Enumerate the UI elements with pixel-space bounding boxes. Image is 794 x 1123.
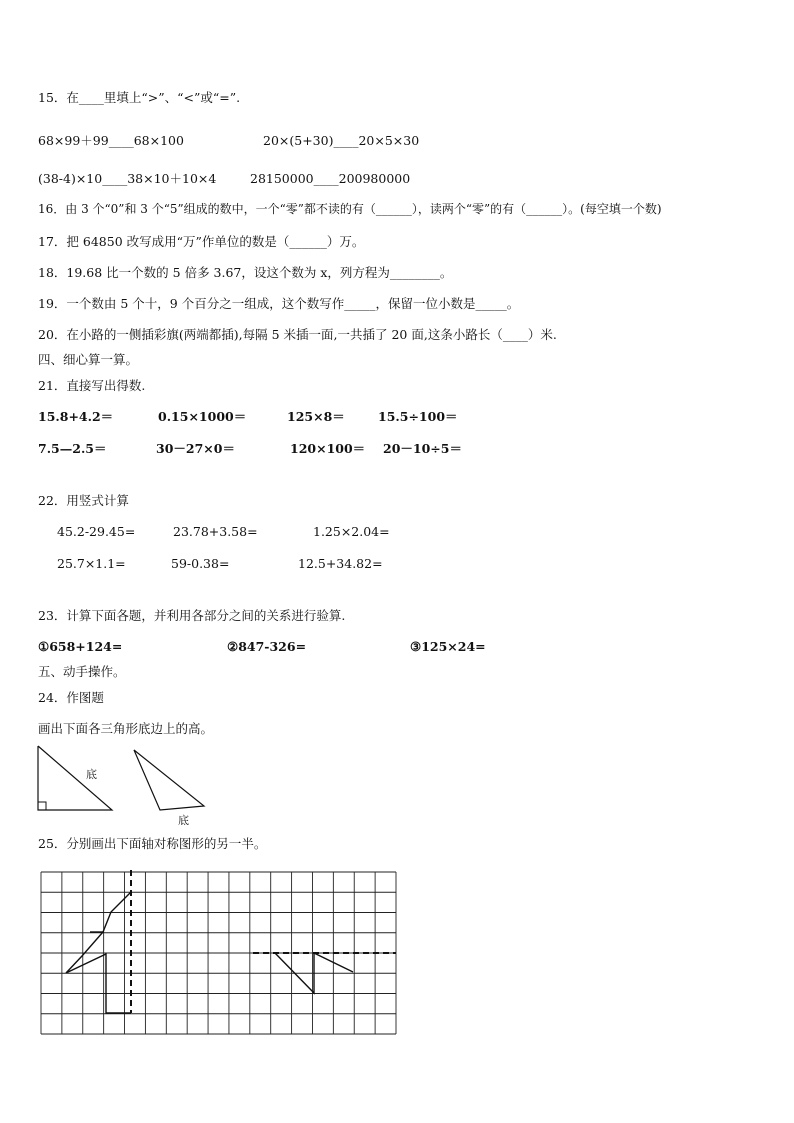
triangle-2-base-label: 底 <box>178 814 189 827</box>
q21-r2-c2: 30－27×0＝ <box>156 441 235 456</box>
q22-r1-c3: 1.25×2.04= <box>313 524 390 539</box>
q19-text: 19．一个数由 5 个十，9 个百分之一组成，这个数写作_____，保留一位小数是_____。 <box>38 296 520 311</box>
q22-r2-c2: 59-0.38= <box>171 556 230 571</box>
q15-item-4: 28150000____200980000 <box>250 171 411 186</box>
q21-r1-c4: 15.5÷100＝ <box>378 409 458 424</box>
q15-item-1: 68×99＋99____68×100 <box>38 133 184 148</box>
q23-item-1: ①658+124= <box>38 639 123 654</box>
q22-r2-c1: 25.7×1.1= <box>57 556 126 571</box>
q21-r1-c3: 125×8＝ <box>287 409 345 424</box>
q15-item-3: (38-4)×10____38×10＋10×4 <box>38 171 217 186</box>
q21-r2-c3: 120×100＝ <box>290 441 366 456</box>
q21-r2-c4: 20－10÷5＝ <box>383 441 462 456</box>
q22-r1-c2: 23.78+3.58= <box>173 524 258 539</box>
q15-item-2: 20×(5+30)____20×5×30 <box>263 133 420 148</box>
q24-title: 24．作图题 <box>38 690 104 705</box>
q18-text: 18．19.68 比一个数的 5 倍多 3.67，设这个数为 x，列方程为________。 <box>38 265 453 280</box>
q21-title: 21．直接写出得数. <box>38 378 146 393</box>
q23-item-2: ②847-326= <box>227 639 307 654</box>
q17-text: 17．把 64850 改写成用“万”作单位的数是（______）万。 <box>38 234 365 249</box>
q22-r1-c1: 45.2-29.45= <box>57 524 136 539</box>
q22-title: 22．用竖式计算 <box>38 493 129 508</box>
triangle-1-base-label: 底 <box>86 768 97 781</box>
grid-lines <box>41 872 396 1034</box>
q24-instruction: 画出下面各三角形底边上的高。 <box>38 721 214 736</box>
q23-item-3: ③125×24= <box>410 639 486 654</box>
q21-r1-c2: 0.15×1000＝ <box>158 409 247 424</box>
q21-r2-c1: 7.5—2.5＝ <box>38 441 107 456</box>
q25-title: 25．分别画出下面轴对称图形的另一半。 <box>38 836 267 851</box>
section-4-heading: 四、细心算一算。 <box>38 352 139 367</box>
section-5-heading: 五、动手操作。 <box>38 664 126 679</box>
q20-text: 20．在小路的一侧插彩旗(两端都插),每隔 5 米插一面,一共插了 20 面,这条小路长（____）米. <box>38 327 557 342</box>
q21-r1-c1: 15.8+4.2＝ <box>38 409 114 424</box>
q22-r2-c3: 12.5+34.82= <box>298 556 383 571</box>
q15-title: 15．在____里填上“>”、“<”或“=”. <box>38 90 241 105</box>
left-figure-half <box>66 870 131 1013</box>
q16-text: 16．由 3 个“0”和 3 个“5”组成的数中，一个“零”都不读的有（______），读两个“零”的有（______）。(每空填一个数) <box>38 202 662 216</box>
q23-title: 23．计算下面各题，并利用各部分之间的关系进行验算. <box>38 608 346 623</box>
